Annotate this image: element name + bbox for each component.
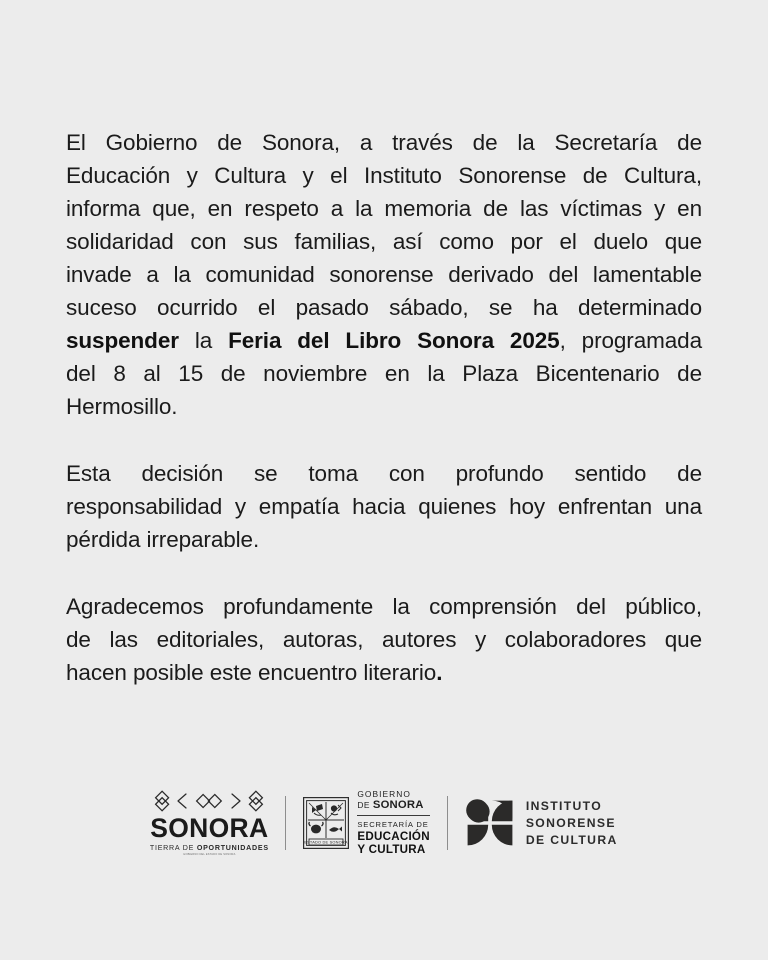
paragraph-2 [66,457,702,556]
body-text: responsabilidad y empatía hacia quienes hoy enfrentan una [66,494,702,519]
statement-line [66,225,702,258]
sonora-microline: GOBIERNO DEL ESTADO DE SONORA [183,853,236,857]
statement-line [66,523,702,556]
body-text: Esta decisión se toma con profundo sentido de [66,461,702,486]
statement-line [66,357,702,390]
emphasis-text: suspender [66,328,179,353]
body-text: El Gobierno de Sonora, a través de la Secretaría de [66,130,702,155]
body-text: pérdida irreparable. [66,527,260,552]
body-text: hacen posible este encuentro literario [66,660,437,685]
secretaria-logo-text [357,790,429,855]
de-sonora-label [357,800,429,811]
sonora-diamond-chevron-ornament [153,790,265,812]
body-text: Educación y Cultura y el Instituto Sonorense de Cultura, [66,163,702,188]
instituto-sonorense-de-cultura-petal-mark [465,798,515,848]
statement-line [66,590,702,623]
statement-line [66,258,702,291]
sonora-wordmark: SONORA [150,812,269,843]
body-text: , programada [559,328,702,353]
statement-line [66,291,702,324]
de-prefix: DE [357,800,373,811]
gobierno-label: GOBIERNO [357,789,411,800]
statement-line [66,490,702,523]
body-text: del 8 al 15 de noviembre en la Plaza Bicentenario de [66,361,702,386]
body-text: Agradecemos profundamente la comprensión del público, [66,594,702,619]
svg-text:ESTADO DE SONORA: ESTADO DE SONORA [304,839,349,845]
footer-logo-band [0,780,768,866]
paragraph-3 [66,590,702,689]
isc-line-3: DE CULTURA [525,832,618,847]
statement-line [66,390,702,423]
statement-body [66,126,702,689]
secretaria-label: SECRETARÍA DE [357,819,429,829]
sonora-tagline-light: TIERRA DE [149,843,197,852]
body-text: de las editoriales, autoras, autores y colaboradores que [66,627,702,652]
statement-line [66,656,702,689]
statement-line [66,457,702,490]
sonora-bold: SONORA [372,799,424,812]
body-text: suceso ocurrido el pasado sábado, se ha determinado [66,295,702,320]
sonora-government-logo [150,790,268,857]
dependency-line-2: Y CULTURA [357,843,426,857]
isc-logo-text [526,800,618,846]
statement-line [66,159,702,192]
statement-line [66,192,702,225]
sonora-tagline-bold: OPORTUNIDADES [196,843,269,852]
body-text: Hermosillo. [66,394,178,419]
instituto-sonorense-cultura-logo [465,798,618,848]
paragraph-1 [66,126,702,423]
statement-line [66,126,702,159]
isc-line-1: INSTITUTO [525,799,603,814]
body-text: informa que, en respeto a la memoria de las víctimas y en [66,196,702,221]
statement-line [66,324,702,357]
emphasis-text: . [436,660,443,685]
escudo-estado-de-sonora-icon [303,797,349,849]
body-text: invade a la comunidad sonorense derivado del lamentable [66,262,702,287]
sonora-tagline [150,844,269,852]
logo-divider-right [447,796,448,850]
dependency-line-1: EDUCACIÓN [357,830,430,844]
secretaria-educacion-cultura-logo [303,790,429,855]
body-text: solidaridad con sus familias, así como por el duelo que [66,229,702,254]
isc-line-2: SONORENSE [525,815,616,830]
sec-logo-rule [357,815,429,816]
body-text: la [178,328,229,353]
statement-line [66,623,702,656]
emphasis-text: Feria del Libro Sonora 2025 [228,328,560,353]
logo-divider-left [285,796,286,850]
